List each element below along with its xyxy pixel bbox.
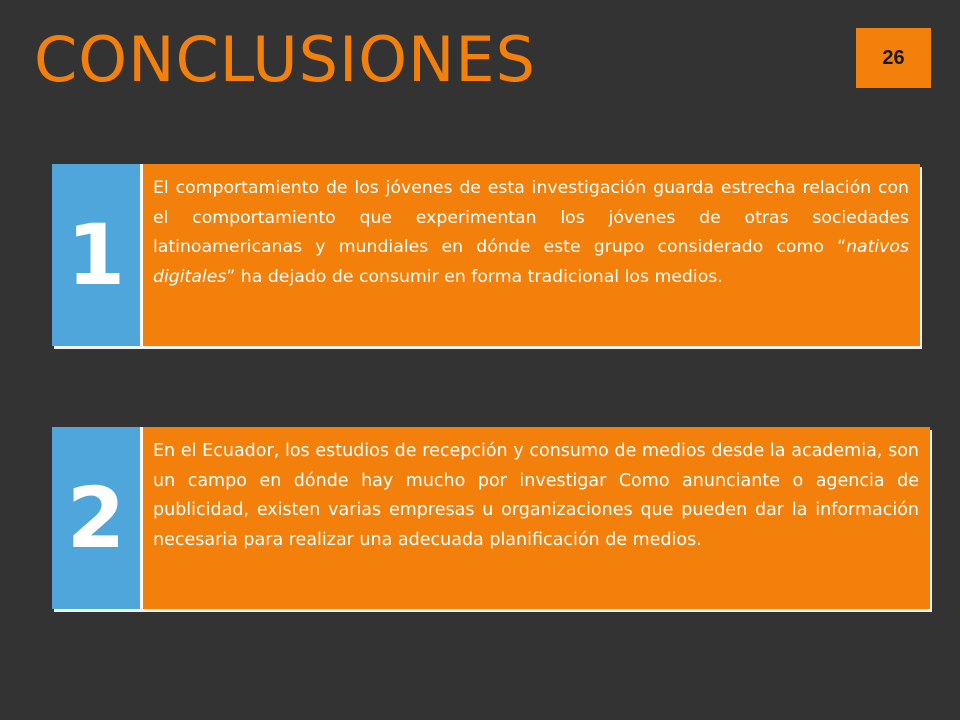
conclusion-text-1-part-b: ” ha dejado de consumir en forma tradicional los medios.: [226, 266, 723, 287]
conclusion-text-1-emphasis: nativos digitales: [153, 237, 909, 287]
conclusion-text-1-part-a: El comportamiento de los jóvenes de esta investigación guarda estrecha relación con el comportamiento que experimentan los jóvenes de otras sociedades latinoamericanas y mundiales en dónde este grupo considerado como “: [153, 178, 909, 257]
conclusion-text-1: [153, 174, 909, 292]
conclusion-text-2: En el Ecuador, los estudios de recepción y consumo de medios desde la academia, son un campo en dónde hay mucho por investigar Como anunciante o agencia de publicidad, existen varias empresas u organizaciones que pueden dar la información necesaria para realizar una adecuada planificación de medios.: [153, 441, 919, 550]
page-number-label: 26: [882, 46, 905, 69]
conclusion-text-box-1: [143, 164, 920, 346]
conclusion-text-box-2: [143, 427, 930, 609]
conclusion-card-2: [52, 427, 930, 609]
conclusion-number-2: 2: [52, 427, 143, 609]
slide-title: CONCLUSIONES: [34, 23, 536, 96]
page-number-badge: [856, 28, 931, 88]
conclusion-card-1: [52, 164, 920, 346]
conclusion-number-1: 1: [52, 164, 143, 346]
